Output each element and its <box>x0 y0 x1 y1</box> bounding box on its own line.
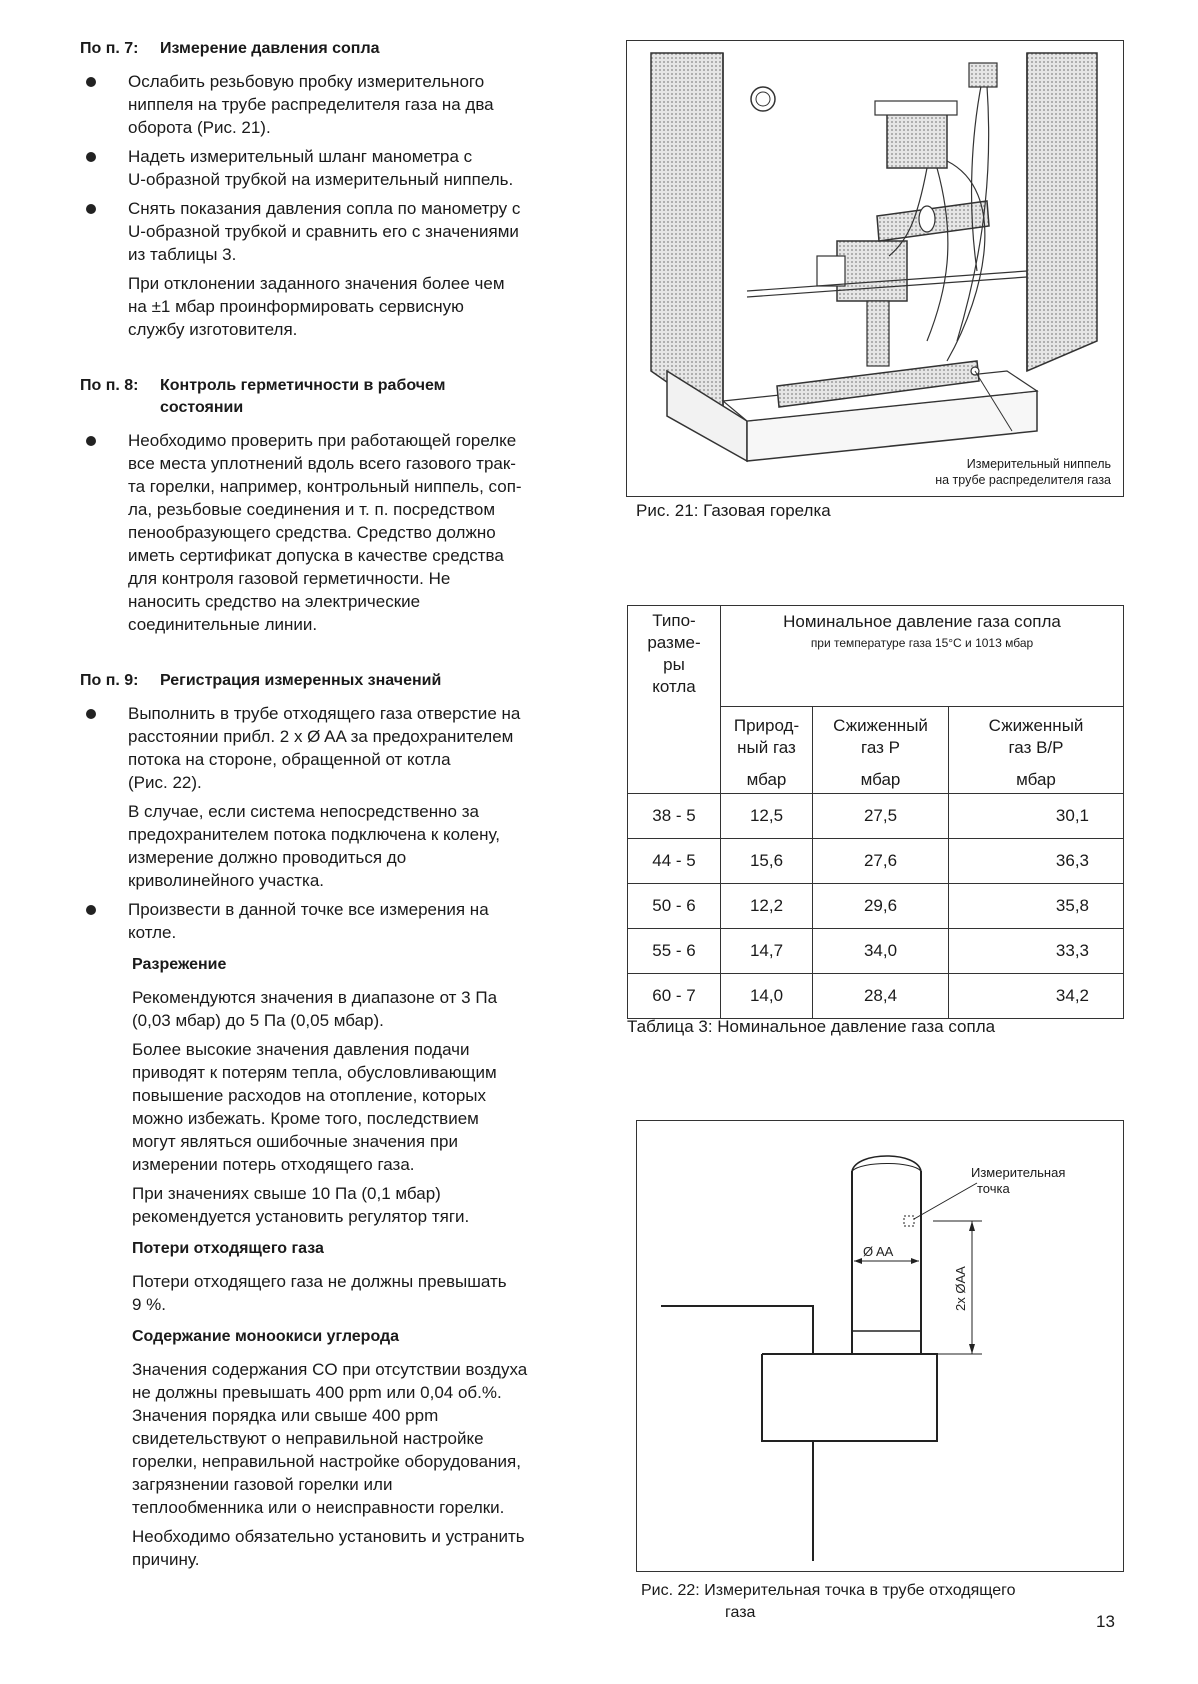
subheading-co: Содержание моноокиси углерода <box>132 1328 400 1345</box>
main-header: Номинальное давление газа сопла при температуре газа 15°C и 1013 мбар <box>721 606 1124 707</box>
s9-bullet-2: Произвести в данной точке все измерения на котле. <box>80 898 600 944</box>
left-column <box>80 38 600 1571</box>
s9-paragraph-5: Потери отходящего газа не должны превышать 9 %. <box>132 1272 507 1314</box>
table-3-caption: Таблица 3: Номинальное давление газа сопла <box>627 1017 996 1036</box>
table-row: 44 - 5 15,6 27,6 36,3 <box>628 839 1124 884</box>
table-row: 38 - 5 12,5 27,5 30,1 <box>628 794 1124 839</box>
measuring-point-label: Измерительная точка <box>971 1165 1066 1196</box>
figure-21-caption: Рис. 21: Газовая горелка <box>636 501 831 520</box>
col-lpg-bp-header: Сжиженный газ B/P мбар <box>949 707 1124 794</box>
nozzle-pressure-table <box>627 605 1124 1019</box>
s9-paragraph-6: Значения содержания CO при отсутствии воздуха не должны превышать 400 ppm или 0,04 об.%. Значения порядка или свыше 400 ppm свидетельствуют о неправильной настройке горелки, неправильной настройке оборудования, загрязнении газовой горелки или теплообменника или о неисправности горелки. <box>132 1360 528 1517</box>
col-boiler-size-header: Типо- разме- ры котла <box>628 606 721 794</box>
s9-paragraph-4: При значениях свыше 10 Па (0,1 мбар) рекомендуется установить регулятор тяги. <box>132 1184 470 1226</box>
col-lpg-p-header: Сжиженный газ P мбар <box>813 707 949 794</box>
section-8-heading: По п. 8: Контроль герметичности в рабочем состоянии <box>80 377 446 416</box>
s9-bullet-1: Выполнить в трубе отходящего газа отверстие на расстоянии прибл. 2 x Ø AA за предохранителем потока на стороне, обращенной от котла (Рис. 22). <box>80 702 600 794</box>
s7-bullet-1: Ослабить резьбовую пробку измерительного ниппеля на трубе распределителя газа на два оборота (Рис. 21). <box>80 70 600 139</box>
section-9-heading: По п. 9: Регистрация измеренных значений <box>80 672 442 689</box>
diameter-label: Ø AA <box>863 1244 894 1259</box>
section-7-heading: По п. 7: Измерение давления сопла <box>80 40 380 57</box>
s9-paragraph-1: В случае, если система непосредственно за предохранителем потока подключена к колену, измерение должно проводиться до криволинейного участка. <box>128 802 500 890</box>
s9-paragraph-3: Более высокие значения давления подачи приводят к потерям тепла, обусловливающим повышение расходов на отопление, которых можно избежать. Кроме того, последствием могут являться ошибочные значения при измерении потерь отходящего газа. <box>132 1040 497 1174</box>
s9-paragraph-7: Необходимо обязательно установить и устранить причину. <box>132 1527 525 1569</box>
subheading-flue-loss: Потери отходящего газа <box>132 1240 324 1257</box>
table-row: 55 - 6 14,7 34,0 33,3 <box>628 929 1124 974</box>
nipple-label: Измерительный ниппель на трубе распределителя газа <box>935 457 1111 487</box>
s7-bullet-2: Надеть измерительный шланг манометра с U-образной трубкой на измерительный ниппель. <box>80 145 600 191</box>
table-row: 60 - 7 14,0 28,4 34,2 <box>628 974 1124 1019</box>
s7-paragraph: При отклонении заданного значения более чем на ±1 мбар проинформировать сервисную службу изготовителя. <box>128 274 505 339</box>
figure-22-measuring-point <box>636 1120 1124 1572</box>
height-label: 2x ØAA <box>953 1266 968 1311</box>
burner-drawing <box>627 41 1124 497</box>
subheading-draft: Разрежение <box>132 956 227 973</box>
s8-bullet-1: Необходимо проверить при работающей горелке все места уплотнений вдоль всего газового трак- та горелки, например, контрольный ниппель, соп- ла, резьбовые соединения и т. п. посредством пенообразующего средства. Средство должно иметь сертификат допуска в качестве средства для контроля газовой герметичности. Не наносить средство на электрические соединительные линии. <box>80 429 600 636</box>
figure-21-gas-burner <box>626 40 1124 497</box>
figure-22-caption: Рис. 22: Измерительная точка в трубе отходящего газа <box>641 1582 1016 1621</box>
s7-bullet-3: Снять показания давления сопла по манометру с U-образной трубкой и сравнить его с значениями из таблицы 3. <box>80 197 600 266</box>
page-number: 13 <box>1096 1612 1115 1631</box>
s9-paragraph-2: Рекомендуются значения в диапазоне от 3 Па (0,03 мбар) до 5 Па (0,05 мбар). <box>132 988 498 1030</box>
table-row: 50 - 6 12,2 29,6 35,8 <box>628 884 1124 929</box>
col-natural-gas-header: Природ- ный газ мбар <box>721 707 813 794</box>
